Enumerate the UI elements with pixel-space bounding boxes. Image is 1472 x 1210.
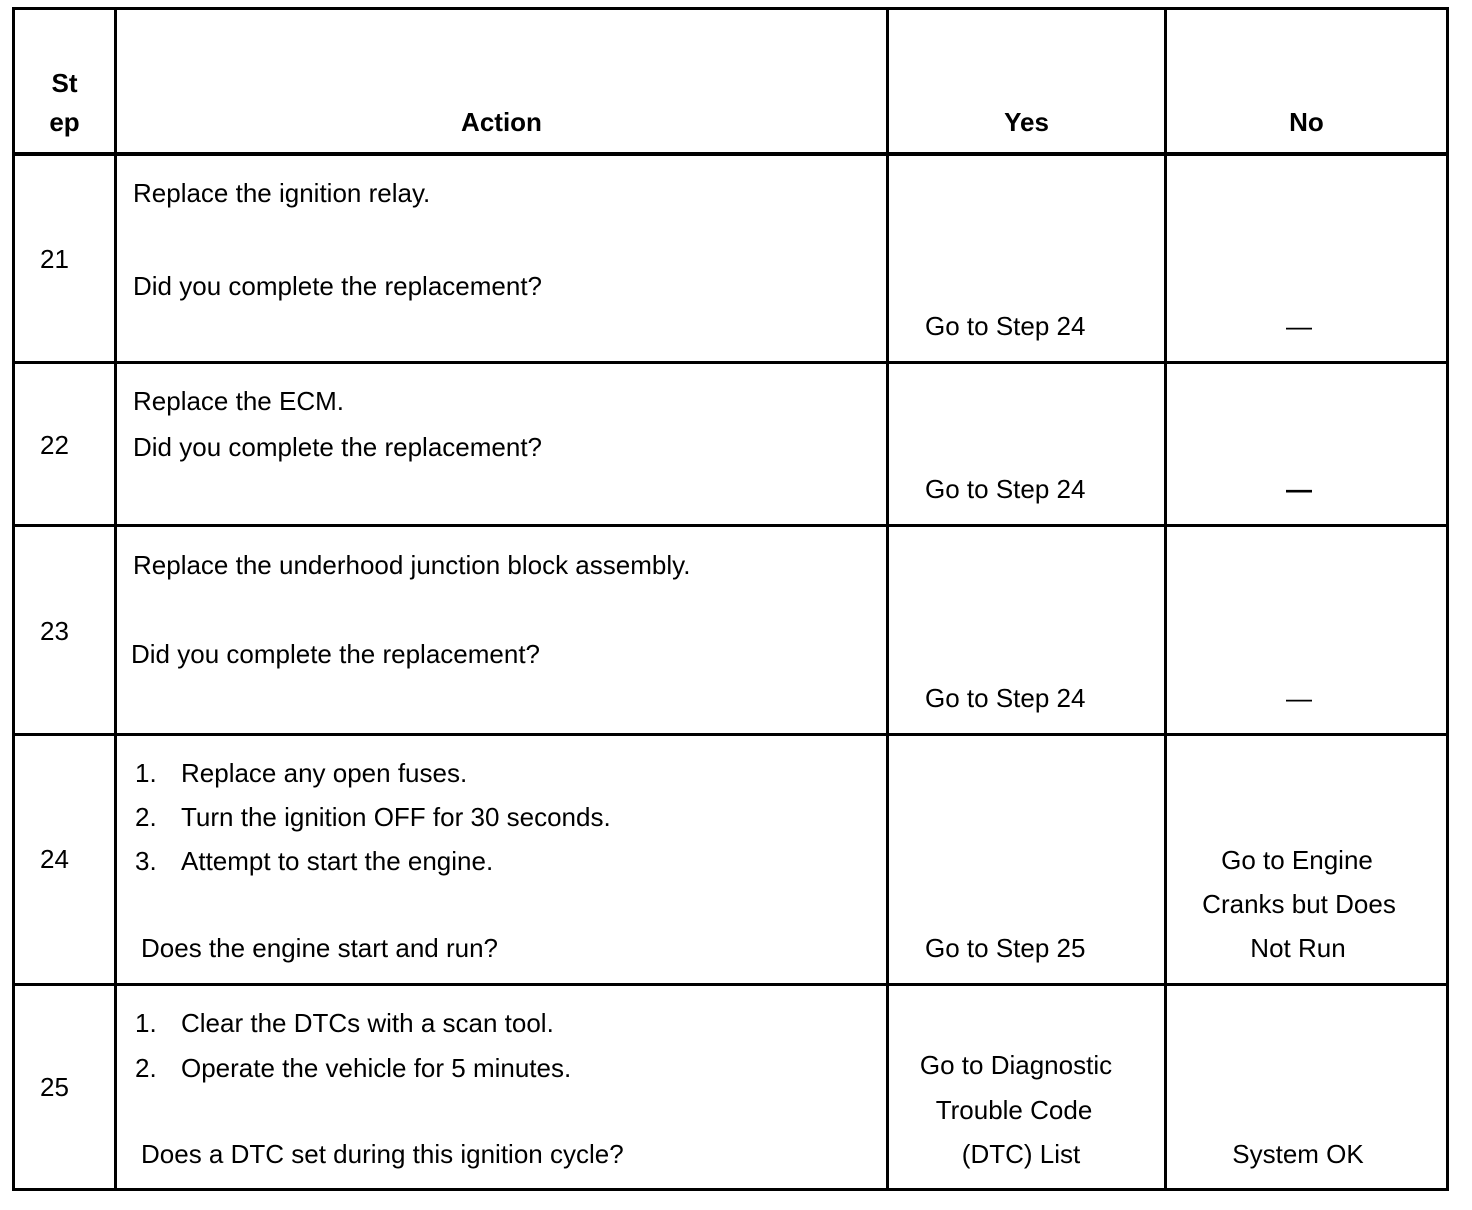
yes-result: Go to Step 24: [925, 474, 1086, 504]
table-border-right: [1446, 8, 1449, 1191]
yes-result: Go to Step 24: [925, 683, 1086, 713]
step-number: 24: [40, 844, 69, 874]
header-step-line1: St: [51, 68, 78, 98]
list-item-number: 3.: [135, 846, 157, 876]
action-instruction: Replace the ignition relay.: [133, 178, 431, 208]
column-divider-yes: [1164, 8, 1167, 1191]
header-action: Action: [461, 107, 542, 137]
no-result-line: Cranks but Does: [1202, 889, 1396, 919]
row-divider: [12, 983, 1449, 986]
yes-result-line: Trouble Code: [935, 1095, 1093, 1125]
action-instruction: Replace the underhood junction block assembly.: [133, 550, 691, 580]
list-item-text: Attempt to start the engine.: [181, 846, 494, 876]
action-question: Did you complete the replacement?: [133, 271, 543, 301]
no-result: System OK: [1232, 1139, 1364, 1169]
row-divider: [12, 524, 1449, 527]
table-border-top: [12, 7, 1449, 10]
header-yes: Yes: [1004, 107, 1049, 137]
no-result: —: [1286, 683, 1312, 713]
yes-result-line: Go to Diagnostic: [919, 1050, 1113, 1080]
row-divider: [12, 733, 1449, 736]
list-item-text: Replace any open fuses.: [181, 758, 468, 788]
yes-result-line: (DTC) List: [961, 1139, 1081, 1169]
column-divider-step: [114, 8, 117, 1191]
table-border-left: [12, 8, 15, 1191]
no-result-line: Not Run: [1250, 933, 1346, 963]
step-number: 25: [40, 1072, 69, 1102]
action-instruction: Replace the ECM.: [133, 386, 344, 416]
list-item-number: 2.: [135, 802, 157, 832]
action-question: Does a DTC set during this ignition cycle?: [141, 1139, 624, 1169]
header-step-line2: ep: [49, 107, 80, 137]
step-number: 22: [40, 430, 69, 460]
column-divider-action: [886, 8, 889, 1191]
list-item-number: 1.: [135, 758, 157, 788]
no-result: —: [1286, 474, 1312, 504]
no-result-line: Go to Engine: [1221, 845, 1373, 875]
list-item-number: 1.: [135, 1008, 157, 1038]
list-item-number: 2.: [135, 1053, 157, 1083]
step-number: 21: [40, 244, 69, 274]
row-divider: [12, 361, 1449, 364]
list-item-text: Clear the DTCs with a scan tool.: [181, 1008, 554, 1038]
action-question: Did you complete the replacement?: [133, 432, 543, 462]
yes-result: Go to Step 25: [925, 933, 1086, 963]
header-divider: [12, 152, 1449, 156]
list-item-text: Turn the ignition OFF for 30 seconds.: [181, 802, 611, 832]
action-question: Did you complete the replacement?: [131, 639, 541, 669]
yes-result: Go to Step 24: [925, 311, 1086, 341]
header-no: No: [1289, 107, 1324, 137]
step-number: 23: [40, 616, 69, 646]
table-border-bottom: [12, 1188, 1449, 1191]
no-result: —: [1286, 311, 1312, 341]
action-question: Does the engine start and run?: [141, 933, 499, 963]
list-item-text: Operate the vehicle for 5 minutes.: [181, 1053, 572, 1083]
